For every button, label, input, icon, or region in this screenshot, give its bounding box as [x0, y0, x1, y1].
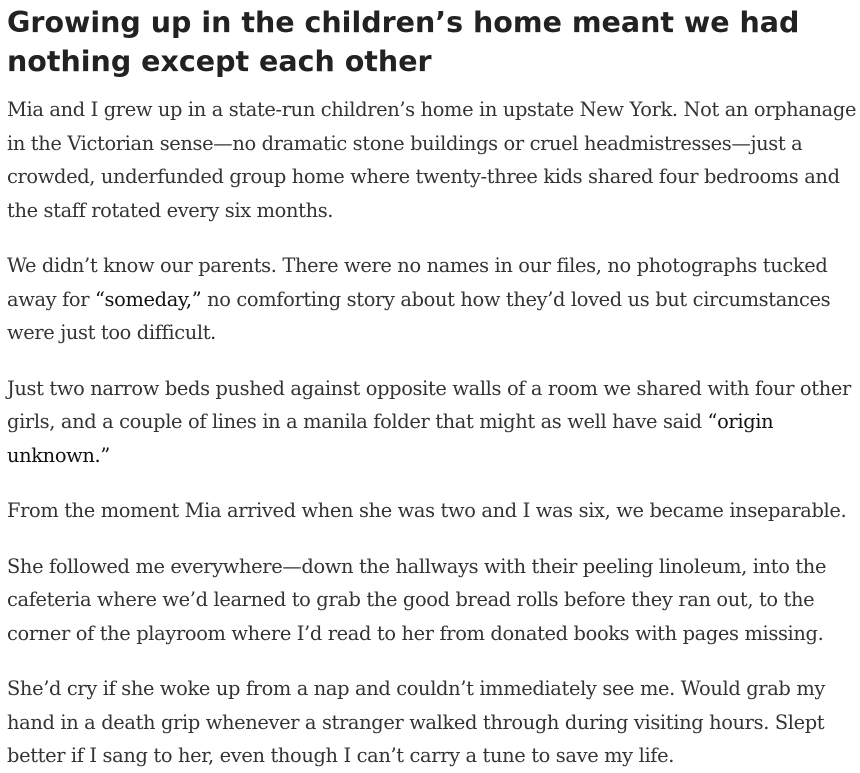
- paragraph-2-quote: “someday,”: [94, 287, 202, 311]
- paragraph-4: From the moment Mia arrived when she was two and I was six, we became inseparable.: [7, 499, 847, 522]
- article: [7, 0, 859, 773]
- paragraph-5: She followed me everywhere—down the hallways with their peeling linoleum, into the cafeteria where we’d learned to grab the good bread rolls before they ran out, to the corner of the playroom where I’d read to her from donated books with pages missing.: [7, 554, 827, 645]
- paragraph-6: She’d cry if she woke up from a nap and couldn’t immediately see me. Would grab my hand in a death grip whenever a stranger walked through during visiting hours. Slept better if I sang to her, even though I can’t carry a tune to save my life.: [7, 677, 825, 767]
- paragraph-3: [7, 372, 859, 473]
- paragraph-2: [7, 249, 859, 350]
- paragraph-2-text-a: We didn’t know our parents. There were no names in our files, no photographs tucked away for: [7, 254, 828, 311]
- paragraph-2-text-c: no comforting story about how they’d loved us but circumstances were just too difficult.: [7, 287, 831, 344]
- paragraph-3-quote: “origin unknown.”: [7, 410, 774, 467]
- article-title: Growing up in the children’s home meant we had nothing except each other: [7, 6, 800, 78]
- paragraph-3-text-a: Just two narrow beds pushed against opposite walls of a room we shared with four other girls, and a couple of lines in a manila folder that might as well have said: [7, 376, 851, 433]
- paragraph-1: Mia and I grew up in a state-run children’s home in upstate New York. Not an orphanage in the Victorian sense—no dramatic stone buildings or cruel headmistresses—just a crowded, underfunded group home where twenty-three kids shared four bedrooms and the staff rotated every six months.: [7, 98, 857, 222]
